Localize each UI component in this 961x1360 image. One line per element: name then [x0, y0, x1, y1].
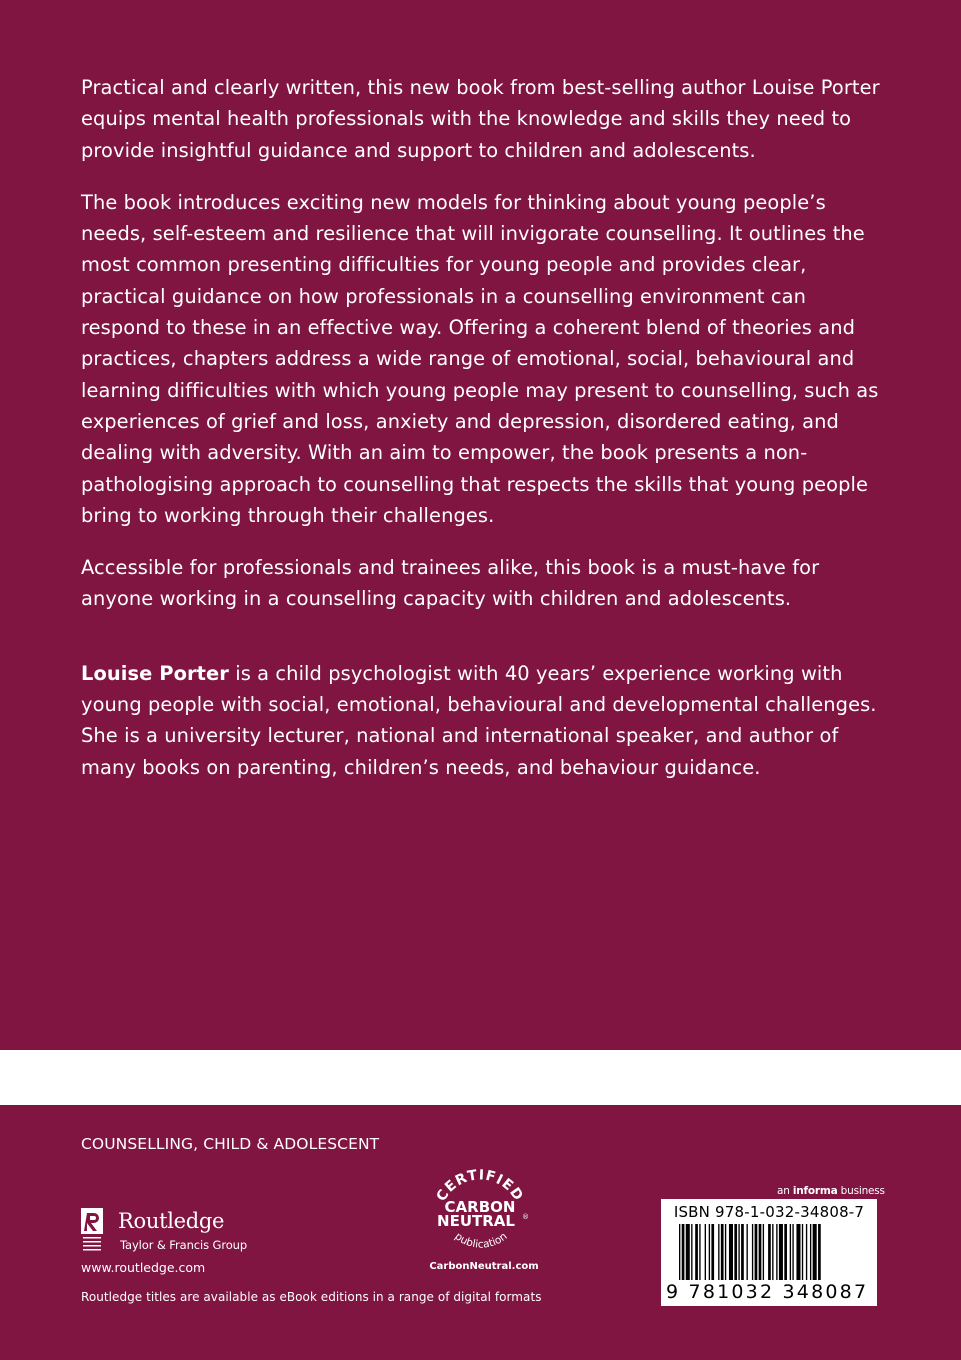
white-divider-band	[0, 1050, 961, 1105]
publisher-name: Routledge	[118, 1209, 225, 1233]
isbn-barcode	[661, 1199, 877, 1306]
informa-business-label	[777, 1185, 885, 1197]
author-name: Louise Porter	[81, 661, 229, 685]
barcode-bar	[813, 1224, 817, 1280]
barcode-bar	[679, 1224, 680, 1280]
barcode-bar	[759, 1224, 762, 1280]
barcode-bar	[682, 1224, 685, 1280]
informa-prefix: an	[777, 1185, 790, 1197]
back-cover-blurb	[81, 72, 881, 804]
barcode-bar	[755, 1224, 758, 1280]
routledge-r-icon	[80, 1207, 108, 1254]
barcode-bar	[806, 1224, 807, 1280]
barcode-bar	[729, 1224, 733, 1280]
barcode-bar	[763, 1224, 764, 1280]
carbon-certified-text: CERTIFIED	[433, 1167, 527, 1205]
barcode-bar	[776, 1224, 777, 1280]
carbon-line1: CARBON	[444, 1198, 516, 1216]
barcode-bar	[802, 1224, 803, 1280]
barcode-bar	[705, 1224, 706, 1280]
barcode-bar	[784, 1224, 787, 1280]
barcode-bar	[768, 1224, 771, 1280]
carbon-registered-mark: ®	[522, 1213, 529, 1221]
barcode-bar	[790, 1224, 791, 1280]
barcode-bar	[772, 1224, 773, 1280]
barcode-bar	[792, 1224, 793, 1280]
carbon-neutral-icon	[420, 1165, 540, 1260]
ebook-formats-note: Routledge titles are available as eBook editions in a range of digital formats	[81, 1290, 542, 1304]
author-bio-text: is a child psychologist with 40 years’ experience working with young people with social, emotional, behavioural and developmental challenges. She is a university lecturer, national and international speaker, and author of many books on parenting, children’s needs, and behaviour guidance.	[81, 661, 877, 779]
carbon-line2: NEUTRAL	[437, 1212, 515, 1230]
barcode-bar	[752, 1224, 753, 1280]
barcode-bar	[695, 1224, 698, 1280]
barcode-bar	[711, 1224, 714, 1280]
barcode-bar	[796, 1224, 800, 1280]
barcode-bar	[738, 1224, 739, 1280]
barcode-bar	[741, 1224, 744, 1280]
barcode-bar	[691, 1224, 692, 1280]
carbon-neutral-badge	[420, 1165, 540, 1275]
barcode-bar	[734, 1224, 737, 1280]
routledge-logo	[80, 1207, 280, 1257]
barcode-bar	[810, 1224, 811, 1280]
carbon-publication-text: publication	[452, 1230, 510, 1251]
carbon-neutral-url[interactable]: CarbonNeutral.com	[429, 1261, 539, 1272]
informa-brand: informa	[792, 1185, 838, 1197]
barcode-bar	[747, 1224, 748, 1280]
barcode-bar	[779, 1224, 783, 1280]
barcode-bar	[709, 1224, 710, 1280]
barcode-bar	[818, 1224, 821, 1280]
barcode-bar	[725, 1224, 726, 1280]
barcode-number: 9 781032 348087	[666, 1281, 869, 1303]
publisher-website[interactable]: www.routledge.com	[81, 1260, 206, 1275]
barcode-bar	[721, 1224, 724, 1280]
author-bio	[81, 658, 881, 783]
barcode-bar	[718, 1224, 719, 1280]
barcode-bar	[699, 1224, 700, 1280]
subject-category: COUNSELLING, CHILD & ADOLESCENT	[81, 1135, 380, 1153]
isbn-label: ISBN 978-1-032-34808-7	[673, 1203, 865, 1221]
blurb-paragraph-1: Practical and clearly written, this new book from best-selling author Louise Porter equips mental health professionals with the knowledge and skills they need to provide insightful guidance and support to children and adolescents.	[81, 76, 880, 162]
informa-suffix: business	[840, 1185, 885, 1197]
blurb-paragraph-3: Accessible for professionals and trainees alike, this book is a must-have for anyone working in a counselling capacity with children and adolescents.	[81, 556, 820, 611]
publisher-group: Taylor & Francis Group	[120, 1238, 248, 1252]
barcode-bar	[686, 1224, 690, 1280]
svg-text:publication	[452, 1230, 509, 1250]
blurb-paragraph-2: The book introduces exciting new models for thinking about young people’s needs, self-esteem and resilience that will invigorate counselling. It outlines the most common presenting difficulties for young people and provides clear, practical guidance on how professionals in a counselling environment can respond to these in an effective way. Offering a coherent blend of theories and practices, chapters address a wide range of emotional, social, behavioural and learning difficulties with which young people may present to counselling, such as experiences of grief and loss, anxiety and depression, disordered eating, and dealing with adversity. With an aim to empower, the book presents a non-pathologising approach to counselling that respects the skills that young people bring to working through their challenges.	[81, 190, 879, 527]
